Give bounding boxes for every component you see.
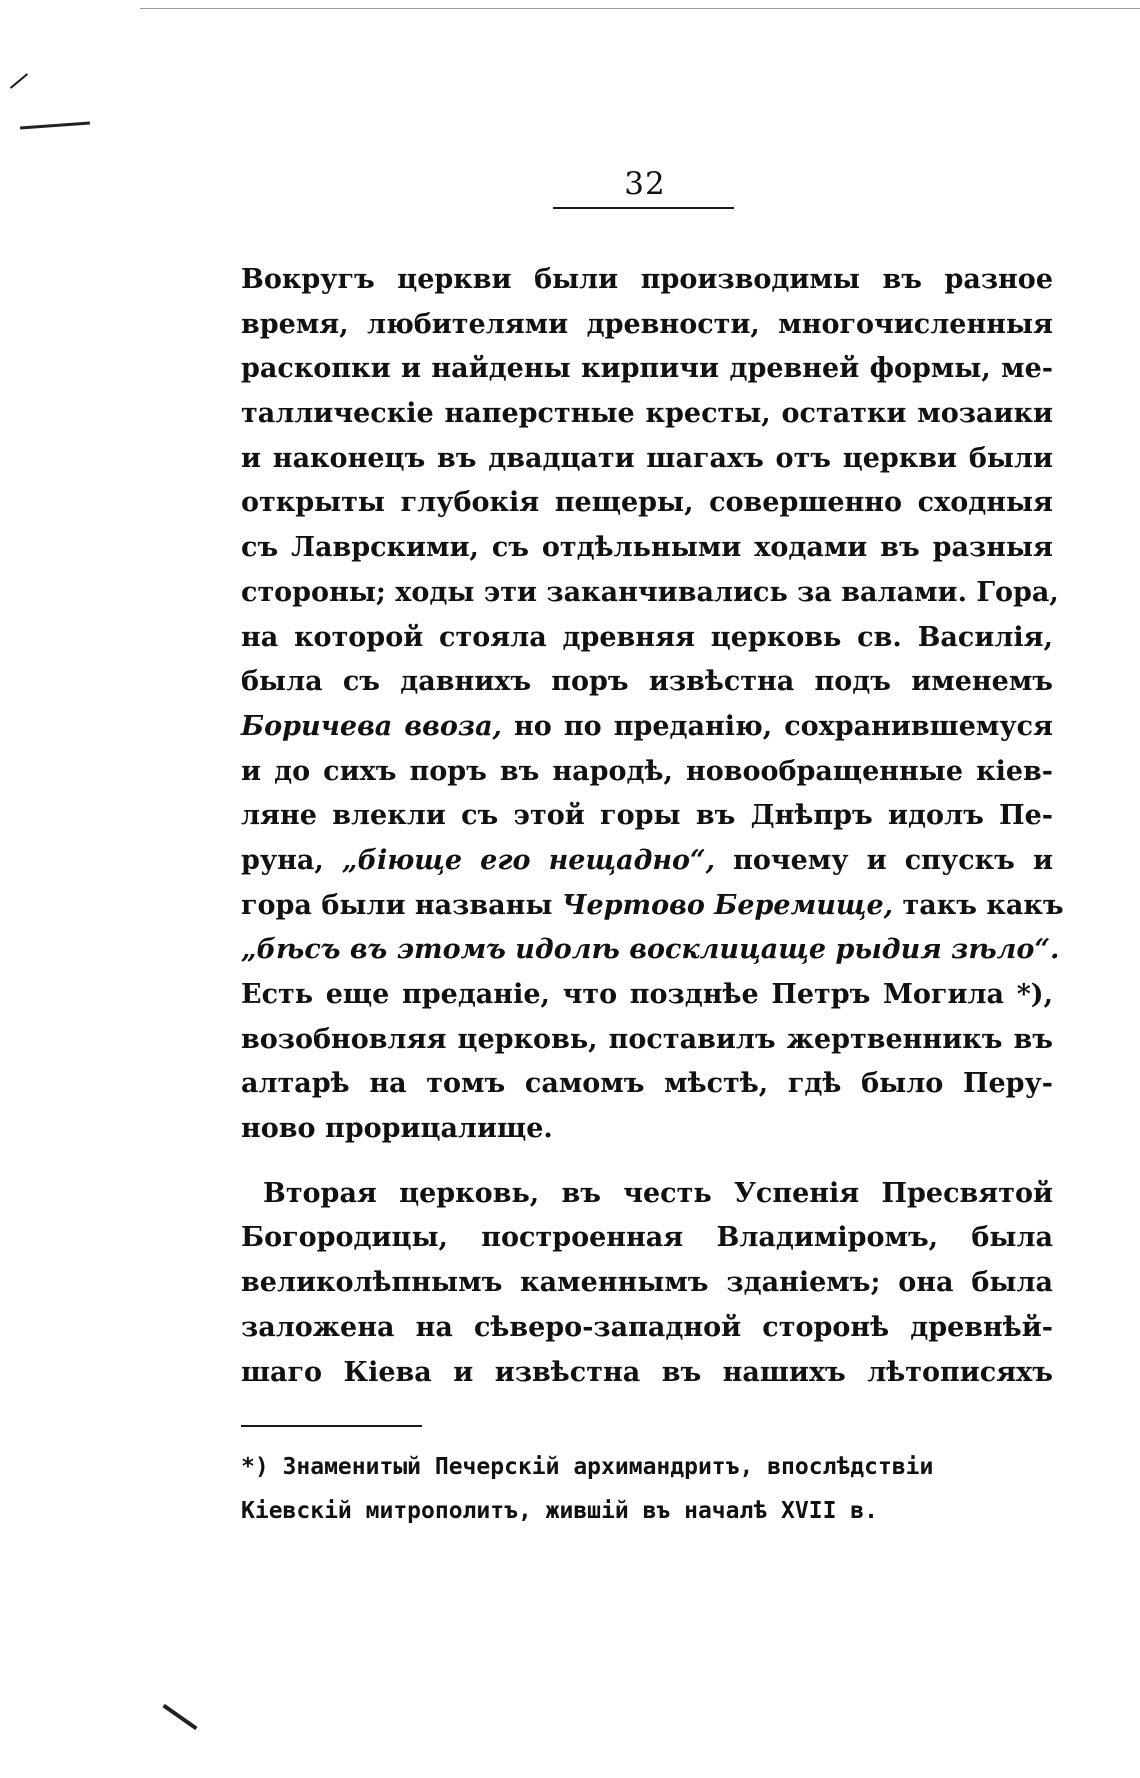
text-line: съ Лаврскими, съ отдѣльными ходами въ разныя: [241, 532, 1053, 564]
scan-mark: [20, 122, 90, 130]
scan-mark: [10, 73, 28, 89]
text-line: на которой стояла древняя церковь св. Василія,: [241, 621, 1053, 653]
scan-mark: [162, 1704, 197, 1730]
text-line: заложена на сѣверо-западной сторонѣ древнѣй-: [241, 1311, 1053, 1343]
text-line: алтарѣ на томъ самомъ мѣстѣ, гдѣ было Перу-: [241, 1068, 1053, 1100]
text-segment: но по преданію, сохранившемуся: [514, 710, 1053, 742]
footnote-rule: [241, 1425, 422, 1427]
italic-phrase: „біюще его нещадно“,: [341, 844, 715, 876]
text-line: „бѣсъ въ этомъ идолѣ восклицаще рыдия зѣло“.: [241, 934, 1060, 966]
text-line: была съ давнихъ поръ извѣстна подъ именемъ: [241, 666, 1053, 698]
text-segment: почему и спускъ и: [733, 844, 1053, 876]
footnote-line: Кіевскій митрополитъ, жившій въ началѣ XVII в.: [241, 1498, 878, 1524]
text-line: возобновляя церковь, поставилъ жертвенникъ въ: [241, 1023, 1053, 1055]
page-number: 32: [624, 166, 666, 202]
text-line: открыты глубокія пещеры, совершенно сходныя: [241, 487, 1053, 519]
text-line: [241, 884, 1064, 929]
text-line: Вокругъ церкви были производимы въ разное: [241, 264, 1053, 295]
text-line: ново прорицалище.: [241, 1113, 553, 1145]
text-line: раскопки и найдены кирпичи древней формы, ме-: [241, 353, 1053, 385]
text-segment: такъ какъ: [902, 889, 1064, 921]
text-line: Вторая церковь, въ честь Успенія Пресвятой: [263, 1177, 1053, 1209]
paragraph-gap: [241, 1152, 1053, 1172]
italic-phrase: Чертово Беремище,: [561, 889, 894, 921]
body-text: [241, 258, 1064, 1395]
text-segment: гора были названы: [241, 889, 553, 921]
text-line: шаго Кіева и извѣстна въ нашихъ лѣтописяхъ: [241, 1356, 1053, 1388]
italic-phrase: Боричева ввоза,: [241, 710, 502, 742]
footnote: [241, 1445, 1053, 1533]
text-line: стороны; ходы эти заканчивались за валами. Гора,: [241, 576, 1059, 608]
text-line: [241, 839, 1053, 884]
text-line: время, любителями древности, многочисленныя: [241, 308, 1053, 340]
text-line: ляне влекли съ этой горы въ Днѣпръ идолъ Пе-: [241, 800, 1053, 832]
text-line: Есть еще преданіе, что позднѣе Петръ Могила *),: [241, 979, 1053, 1010]
text-line: Богородицы, построенная Владиміромъ, была: [241, 1222, 1053, 1254]
text-line: и наконецъ въ двадцати шагахъ отъ церкви были: [241, 442, 1053, 474]
text-line: великолѣпнымъ каменнымъ зданіемъ; она была: [241, 1267, 1053, 1299]
text-line: [241, 705, 1053, 750]
footnote-line: *) Знаменитый Печерскій архимандритъ, впослѣдствіи: [241, 1454, 934, 1480]
scan-mark: [140, 8, 1140, 9]
text-line: таллическіе наперстные кресты, остатки мозаики: [241, 398, 1053, 430]
header-rule: [553, 207, 734, 209]
text-segment: руна,: [241, 844, 324, 876]
text-line: и до сихъ поръ въ народѣ, новообращенные кіев-: [241, 755, 1053, 787]
